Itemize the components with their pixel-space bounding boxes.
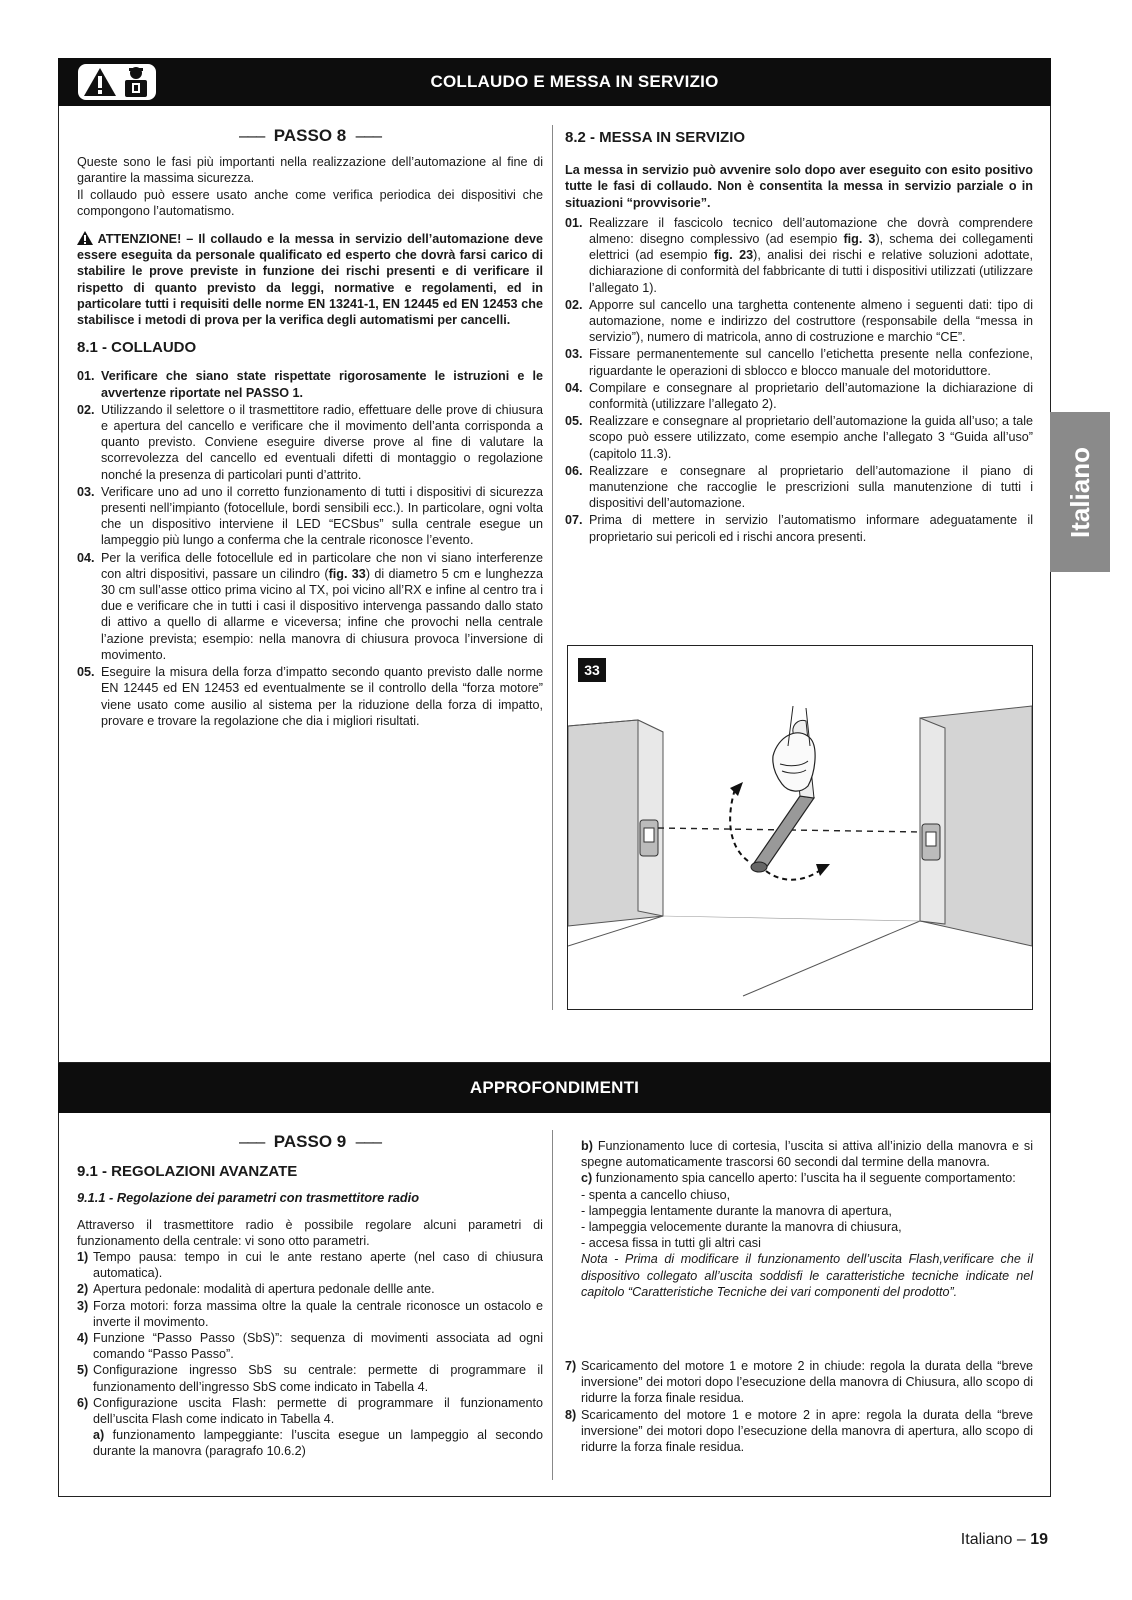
photocell-test-illustration [568,646,1032,1009]
param-6-sub-a: a) funzionamento lampeggiante: l’uscita esegue un lampeggio al secondo durante la manovra (paragrafo 10.6.2) [93,1428,543,1459]
collaudo-item-02: 02. Utilizzando il selettore o il trasmettitore radio, effettuare delle prove di chiusura e apertura del cancello e verificare che il movimento dell’anta corrisponda a quanto previsto. Conviene eseguire diverse prove al fine di valutare la scorrevolezza del cancello ed eventuali difetti di montaggio o regolazione nonché la presenza di particolari punti d’attrito. [77,402,543,482]
figure-label: 33 [578,658,606,682]
collaudo-item-03: 03. Verificare uno ad uno il corretto funzionamento di tutti i dispositivi di sicurezza presenti nell’impianto (fotocellule, bordi sensibili ecc.). In particolare, ogni volta che un dispositivo interviene il LED “ECSbus” sulla centrale esegue un lampeggio più lungo a conferma che la centrale riconosce l’evento. [77,484,543,548]
left-column [77,128,543,730]
regolazioni-heading: 9.1 - REGOLAZIONI AVANZATE [77,1163,298,1181]
intro-p2: Il collaudo può essere usato anche come verifica periodica dei dispositivi che compongono l’automatismo. [77,187,543,218]
column-divider-2 [552,1130,553,1480]
param-4: 4) Funzione “Passo Passo (SbS)”: sequenza di movimenti associata ad ogni comando “Passo Passo”. [77,1331,543,1362]
technician-icon [121,66,151,98]
collaudo-item-04: 04. Per la verifica delle fotocellule ed in particolare che non vi siano interferenze con altri dispositivi, passare un cilindro (fig. 33) di diametro 5 cm e lunghezza 30 cm sull’asse ottico prima vicino al TX, poi vicino all’RX e infine al centro tra i due e verificare che in tutti i casi il dispositivo intervenga passando dallo stato di attivo a quello di allarme e viceversa; infine che provochi nella centrale l’azione prevista; esempio: nella manovra di chiusura provoca l’inversione di movimento. [77,550,543,662]
passo8-label: PASSO 8 [273,126,347,145]
column-divider [552,125,553,1010]
c-list-item: - spenta a cancello chiuso, [581,1187,731,1202]
flash-note: Nota - Prima di modificare il funzionamento dell’uscita Flash,verificare che il dispositivo collegato all’uscita soddisfi le caratteristiche tecniche indicate nel capitolo “Caratteristiche Tecniche dei vari componenti del prodotto”. [581,1252,1033,1299]
passo9-heading: ––– PASSO 9 ––– [238,1132,382,1151]
messa-item-05: 05. Realizzare e consegnare al proprietario dell’automazione la guida all’uso; a tale scopo può essere utilizzato, come esempio anche l’allegato 3 “Guida all’uso” (capitolo 11.3). [565,414,1033,461]
warning-icon [77,231,93,245]
param-1: 1) Tempo pausa: tempo in cui le ante restano aperte (nel caso di chiusura automatica). [77,1250,543,1281]
figure-ref: fig. 33 [328,566,366,581]
regolazioni-subheading: 9.1.1 - Regolazione dei parametri con trasmettitore radio [77,1190,420,1206]
section2-right-column-params [565,1358,1033,1455]
warning-text: ATTENZIONE! – Il collaudo e la messa in servizio dell’automazione deve essere eseguita da personale qualificato ed esperto che dovrà farsi carico di stabilire le prove previste in funzione dei rischi presenti e di verificare il rispetto di quanto previsto da leggi, normative e regolamenti, ed in particolare tutti i requisiti delle norme EN 13241-1, EN 12445 ed EN 12453 che stabilisce i metodi di prova per la verifica degli automatismi per cancelli. [77,232,543,328]
section2-title: APPROFONDIMENTI [469,1078,640,1097]
messa-item-01: 01. Realizzare il fascicolo tecnico dell’automazione che dovrà comprendere almeno: disegno complessivo (ad esempio fig. 3), schema dei collegamenti elettrici (ad esempio fig. 23), analisi dei rischi e relative soluzioni adottate, dichiarazione di conformità del fabbricante di tutti i dispositivi utilizzati (utilizzare l’allegato 1). [565,215,1033,295]
section2-right-column [581,1138,1033,1300]
section2-header [58,1063,1051,1113]
regolazioni-intro: Attraverso il trasmettitore radio è possibile regolare alcuni parametri di funzionamento della centrale: vi sono otto parametri. [77,1217,543,1248]
passo8-heading: ––– PASSO 8 ––– [238,126,382,145]
section1-title: COLLAUDO E MESSA IN SERVIZIO [430,72,719,91]
intro-p1: Queste sono le fasi più importanti nella realizzazione dell’automazione al fine di garantire la massima sicurezza. [77,155,543,186]
param-2: 2) Apertura pedonale: modalità di apertura pedonale dellle ante. [77,1282,435,1297]
param-6-sub-c: c) funzionamento spia cancello aperto: l’uscita ha il seguente comportamento: [581,1171,1016,1186]
messa-heading: 8.2 - MESSA IN SERVIZIO [565,129,746,146]
collaudo-item-01: 01. Verificare che siano state rispettate rigorosamente le istruzioni e le avvertenze riportate nel PASSO 1. [77,369,543,400]
c-list-item: - lampeggia velocemente durante la manovra di chiusura, [581,1220,902,1235]
param-7: 7) Scaricamento del motore 1 e motore 2 in chiude: regola la durata della “breve inversione” dei motori dopo l’esecuzione della manovra di Chiusura, allo scopo di ridurre la forza finale residua. [565,1359,1033,1406]
messa-intro: La messa in servizio può avvenire solo dopo aver eseguito con esito positivo tutte le fasi di collaudo. Non è consentita la messa in servizio parziale o in situazioni “provvisorie”. [565,163,1033,210]
warning-icon [83,67,117,97]
messa-item-07: 07. Prima di mettere in servizio l’automatismo informare adeguatamente il proprietario sui pericoli ed i rischi ancora presenti. [565,513,1033,544]
language-tab: Italiano [1050,412,1110,572]
page-number: 19 [1030,1531,1048,1548]
c-list-item: - lampeggia lentamente durante la manovra di apertura, [581,1203,892,1218]
messa-item-04: 04. Compilare e consegnare al proprietario dell’automazione la dichiarazione di conformità (utilizzare l’allegato 2). [565,380,1033,412]
page-footer: Italiano – 19 [960,1531,1048,1548]
collaudo-heading: 8.1 - COLLAUDO [77,339,197,357]
right-column [565,130,1033,546]
figure-ref: fig. 3 [843,232,876,247]
warning-paragraph [77,231,543,328]
figure-ref: fig. 23 [713,248,754,263]
passo9-label: PASSO 9 [273,1132,347,1151]
footer-language: Italiano [960,1531,1013,1548]
messa-item-06: 06. Realizzare e consegnare al proprietario dell’automazione il piano di manutenzione che raccoglie le prescrizioni sulla manutenzione di tutti i dispositivi dell’automazione. [565,463,1033,511]
collaudo-item-05: 05. Eseguire la misura della forza d’impatto secondo quanto previsto dalle norme EN 12445 ed EN 12453 ed eventualmente se il controllo della “forza motore” viene usato come ausilio al sistema per la riduzione della forza di impatto, provare e trovare la regolazione che dia i migliori risultati. [77,665,543,728]
safety-badge [78,64,156,100]
section2-left-column [77,1134,543,1460]
figure-33 [567,645,1033,1010]
messa-item-02: 02. Apporre sul cancello una targhetta contenente almeno i seguenti dati: tipo di automazione, nome e indirizzo del costruttore (responsabile della “messa in servizio”), numero di matricola, anno di costruzione e marchio “CE”. [565,297,1033,345]
param-6: 6) Configurazione uscita Flash: permette di programmare il funzionamento dell’uscita Flash come indicato in Tabella 4. [77,1395,543,1427]
c-list-item: - accesa fissa in tutti gli altri casi [581,1236,761,1251]
param-6-sub-b: b) Funzionamento luce di cortesia, l’uscita si attiva all’inizio della manovra e si spegne automaticamente trascorsi 60 secondi dal termine della manovra. [581,1139,1034,1170]
param-3: 3) Forza motori: forza massima oltre la quale la centrale riconosce un ostacolo e inverte il movimento. [77,1298,543,1329]
section1-header [58,58,1051,106]
param-5: 5) Configurazione ingresso SbS su centrale: permette di programmare il funzionamento dell’ingresso SbS come indicato in Tabella 4. [77,1363,543,1394]
messa-item-03: 03. Fissare permanentemente sul cancello l’etichetta presente nella confezione, riguardante le operazioni di sblocco e blocco manuale del motoriduttore. [565,347,1033,378]
param-8: 8) Scaricamento del motore 1 e motore 2 in apre: regola la durata della “breve inversione” dei motori dopo l’esecuzione della manovra di apertura, allo scopo di ridurre la forza finale residua. [565,1407,1033,1455]
